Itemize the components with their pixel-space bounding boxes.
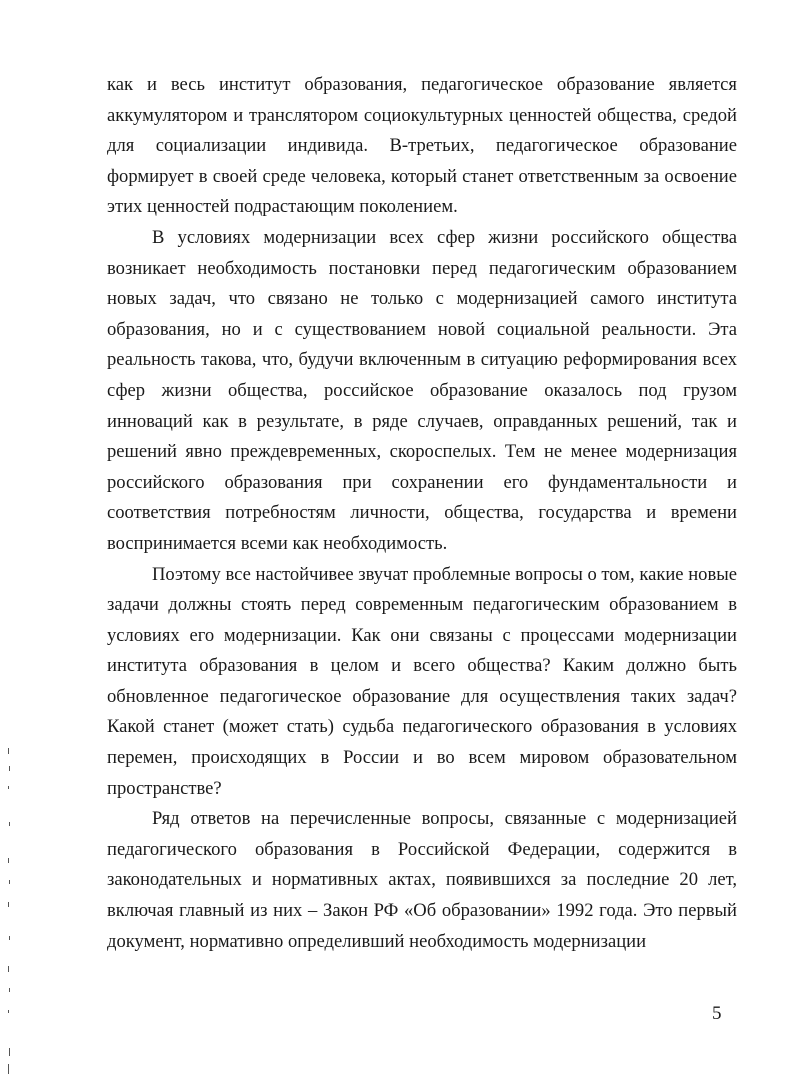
- paragraph-4: Ряд ответов на перечисленные вопросы, связанные с модернизацией педагогического образования в Российской Федерации, содержится в законодательных и нормативных актах, появившихся за последние 20 лет, включая главный из них – Закон РФ «Об образовании» 1992 года. Это первый документ, нормативно определивший необходимость модернизации: [107, 808, 737, 952]
- paragraph-2: В условиях модернизации всех сфер жизни российского общества возникает необходимость постановки перед педагогическим образованием новых задач, что связано не только с модернизацией самого института образования, но и с существованием новой социальной реальности. Эта реальность такова, что, будучи включенным в ситуацию реформирования всех сфер жизни общества, российское образование оказалось под грузом инноваций как в результате, в ряде случаев, оправданных решений, так и решений явно преждевременных, скороспелых. Тем не менее модернизация российского образования при сохранении его фундаментальности и соответствия потребностям личности, общества, государства и времени воспринимается всеми как необходимость.: [107, 226, 737, 554]
- paragraph-1: как и весь институт образования, педагогическое образование является аккумулятором и транслятором социокультурных ценностей общества, средой для социализации индивида. В-третьих, педагогическое образование формирует в своей среде человека, который станет ответственным за освоение этих ценностей подрастающим поколением.: [107, 74, 737, 218]
- document-body: [107, 70, 737, 957]
- paragraph-3: Поэтому все настойчивее звучат проблемные вопросы о том, какие новые задачи должны стоять перед современным педагогическим образованием в условиях его модернизации. Как они связаны с процессами модернизации института образования в целом и всего общества? Каким должно быть обновленное педагогическое образование для осуществления таких задач? Какой станет (может стать) судьба педагогического образования в условиях перемен, происходящих в России и во всем мировом образовательном пространстве?: [107, 563, 737, 799]
- scan-margin-marks: [0, 0, 20, 1084]
- page-number: 5: [712, 1003, 722, 1024]
